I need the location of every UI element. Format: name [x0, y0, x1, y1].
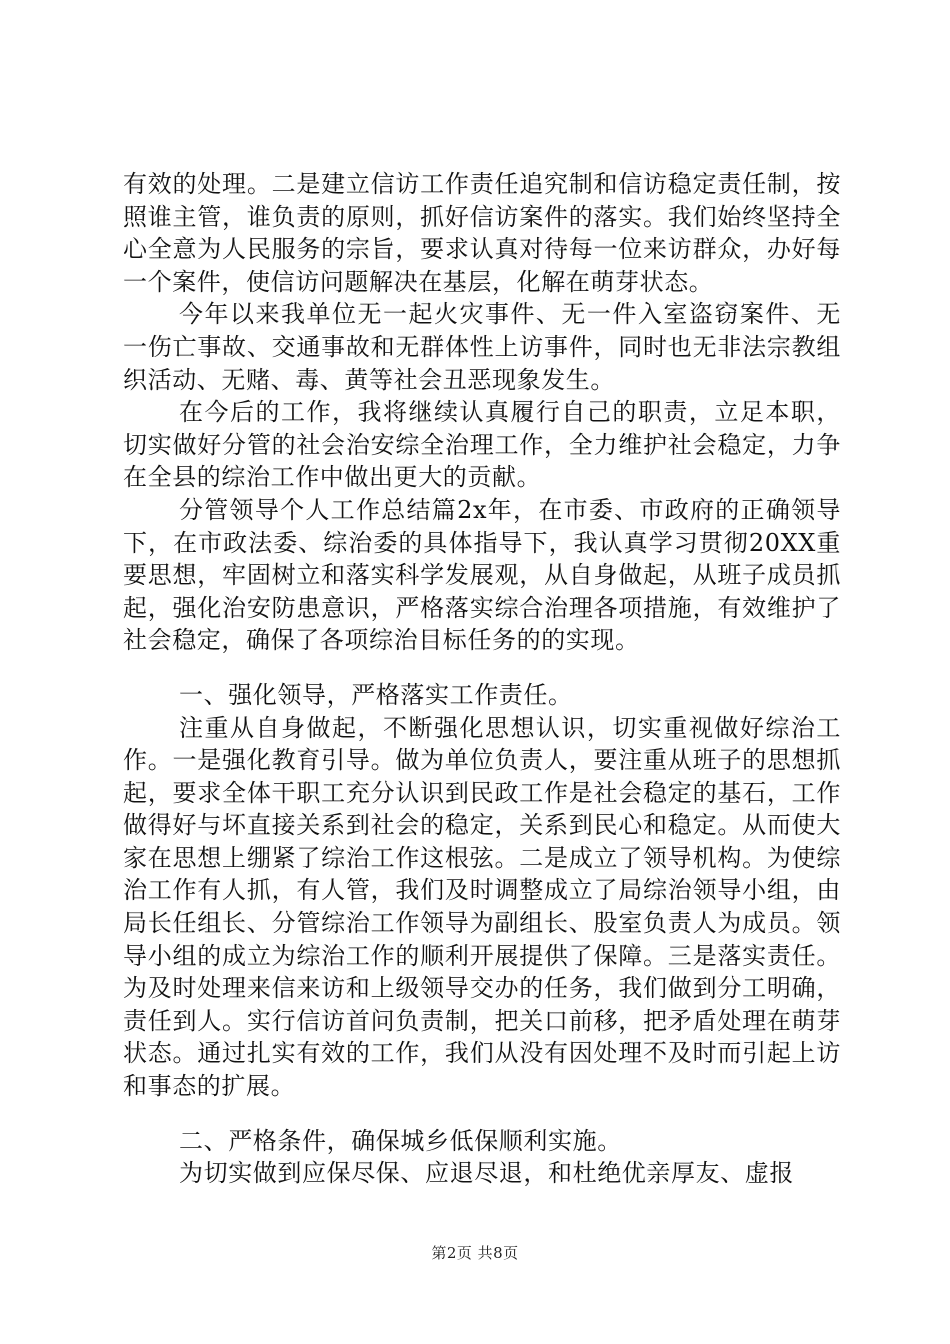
paragraph-spacer: [123, 1103, 841, 1125]
paragraph-3: 在今后的工作，我将继续认真履行自己的职责，立足本职，切实做好分管的社会治安综全治理工作，全力维护社会稳定，力争在全县的综治工作中做出更大的贡献。: [123, 398, 841, 492]
paragraph-1: 有效的处理。二是建立信访工作责任追究制和信访稳定责任制，按照谁主管，谁负责的原则，抓好信访案件的落实。我们始终坚持全心全意为人民服务的宗旨，要求认真对待每一位来访群众，办好每一个案件，使信访问题解决在基层，化解在萌芽状态。: [123, 170, 841, 296]
paragraph-2: 今年以来我单位无一起火灾事件、无一件入室盗窃案件、无一伤亡事故、交通事故和无群体性上访事件，同时也无非法宗教组织活动、无赌、毒、黄等社会丑恶现象发生。: [123, 300, 841, 394]
paragraph-6: 为切实做到应保尽保、应退尽退，和杜绝优亲厚友、虚报: [179, 1159, 794, 1188]
section-heading-2: 二、严格条件，确保城乡低保顺利实施。: [179, 1126, 622, 1155]
paragraph-4: 分管领导个人工作总结篇2x年，在市委、市政府的正确领导下，在市政法委、综治委的具体指导下，我认真学习贯彻20XX重要思想，牢固树立和落实科学发展观，从自身做起，从班子成员抓起，强化治安防患意识，严格落实综合治理各项措施，有效维护了社会稳定，确保了各项综治目标任务的的实现。: [123, 495, 841, 655]
paragraph-5: 注重从自身做起，不断强化思想认识，切实重视做好综治工作。一是强化教育引导。做为单位负责人，要注重从班子的思想抓起，要求全体干职工充分认识到民政工作是社会稳定的基石，工作做得好与坏直接关系到社会的稳定，关系到民心和稳定。从而使大家在思想上绷紧了综治工作这根弦。二是成立了领导机构。为使综治工作有人抓，有人管，我们及时调整成立了局综治领导小组，由局长任组长、分管综治工作领导为副组长、股室负责人为成员。领导小组的成立为综治工作的顺利开展提供了保障。三是落实责任。为及时处理来信来访和上级领导交办的任务，我们做到分工明确，责任到人。实行信访首问负责制，把关口前移，把矛盾处理在萌芽状态。通过扎实有效的工作，我们从没有因处理不及时而引起上访和事态的扩展。: [123, 713, 841, 1101]
section-heading-1: 一、强化领导，严格落实工作责任。: [179, 680, 573, 709]
paragraph-spacer: [123, 657, 841, 679]
document-body: [123, 168, 841, 1190]
page-number-footer: 第2页 共8页: [431, 1244, 519, 1262]
